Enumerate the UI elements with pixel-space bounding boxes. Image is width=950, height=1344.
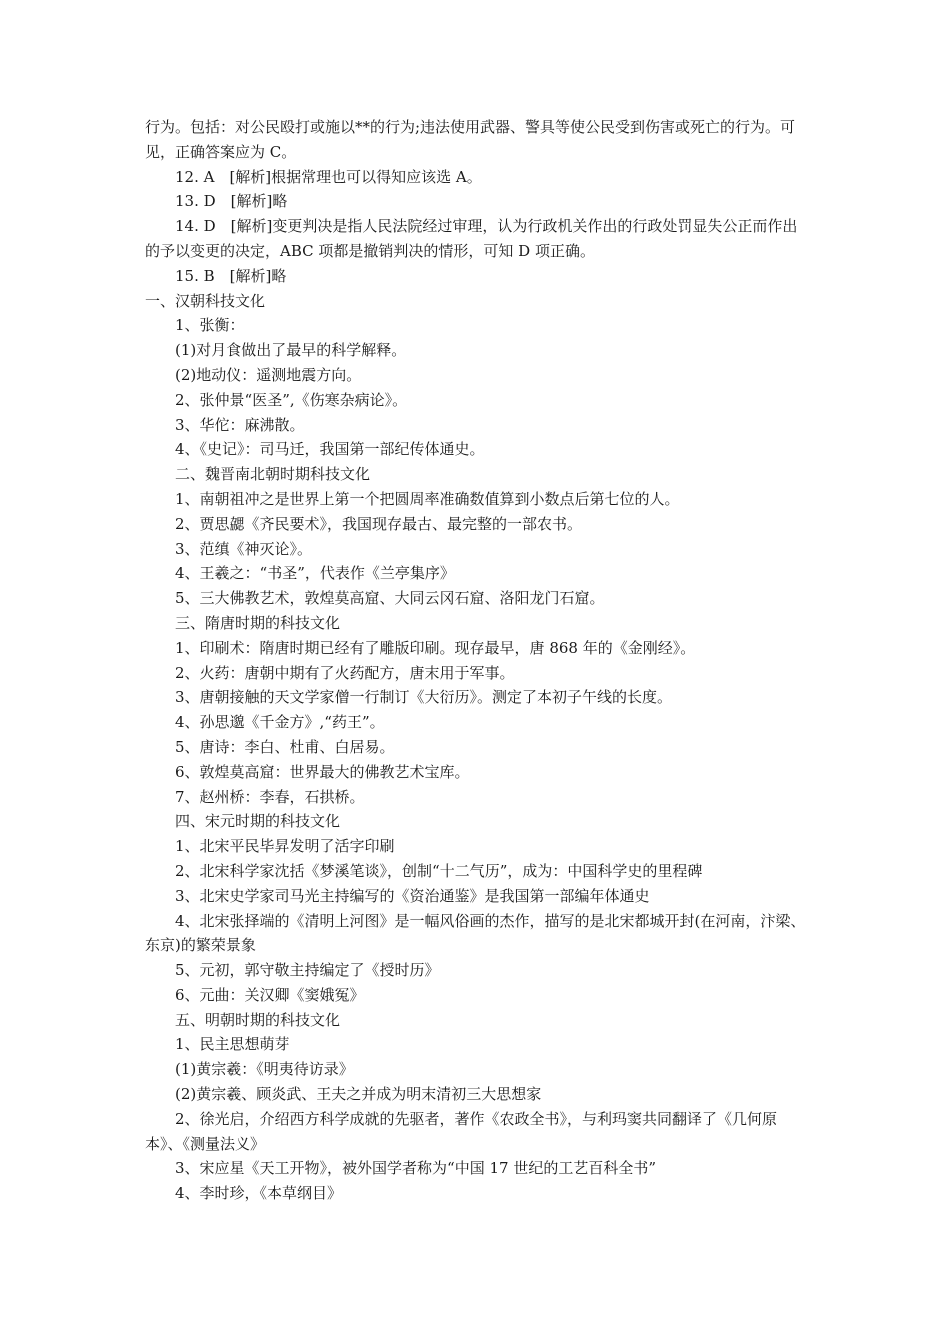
- paragraph-0: 行为。包括：对公民殴打或施以**的行为;违法使用武器、警具等使公民受到伤害或死亡的行为。可见，正确答案应为 C。: [145, 118, 796, 161]
- paragraph-11: 4、《史记》：司马迁，我国第一部纪传体通史。: [175, 440, 485, 459]
- paragraph-29: 3、北宋史学家司马光主持编写的《资治通鉴》是我国第一部编年体通史: [175, 886, 650, 905]
- paragraph-14: 2、贾思勰《齐民要术》，我国现存最古、最完整的一部农书。: [175, 514, 583, 533]
- paragraph-22: 4、孙思邈《千金方》,“药王”。: [175, 713, 385, 732]
- paragraph-21: 3、唐朝接触的天文学家僧一行制订《大衍历》。测定了本初子午线的长度。: [175, 688, 673, 707]
- paragraph-7: (1)对月食做出了最早的科学解释。: [175, 341, 407, 360]
- paragraph-3: 14. D [解析]变更判决是指人民法院经过审理，认为行政机关作出的行政处罚显失公正而作出的予以变更的决定，ABC 项都是撤销判决的情形，可知 D 项正确。: [145, 217, 798, 260]
- paragraph-18: 三、隋唐时期的科技文化: [175, 613, 341, 632]
- paragraph-1: 12. A [解析]根据常理也可以得知应该选 A。: [175, 167, 482, 186]
- paragraph-16: 4、王羲之：“书圣”，代表作《兰亭集序》: [175, 564, 455, 583]
- paragraph-8: (2)地动仪：遥测地震方向。: [175, 365, 362, 384]
- paragraph-27: 1、北宋平民毕昇发明了活字印刷: [175, 837, 395, 856]
- paragraph-24: 6、敦煌莫高窟：世界最大的佛教艺术宝库。: [175, 762, 470, 781]
- paragraph-35: (1)黄宗羲：《明夷待访录》: [175, 1060, 354, 1079]
- paragraph-17: 5、三大佛教艺术，敦煌莫高窟、大同云冈石窟、洛阳龙门石窟。: [175, 589, 605, 608]
- paragraph-32: 6、元曲：关汉卿《窦娥冤》: [175, 985, 365, 1004]
- paragraph-34: 1、民主思想萌芽: [175, 1035, 290, 1054]
- paragraph-38: 3、宋应星《天工开物》，被外国学者称为“中国 17 世纪的工艺百科全书”: [175, 1159, 657, 1178]
- paragraph-6: 1、张衡：: [175, 316, 245, 335]
- paragraph-30: 4、北宋张择端的《清明上河图》是一幅风俗画的杰作，描写的是北宋都城开封(在河南，汴梁、东京)的繁荣景象: [145, 911, 806, 955]
- paragraph-10: 3、华佗：麻沸散。: [175, 415, 305, 434]
- paragraph-28: 2、北宋科学家沈括《梦溪笔谈》，创制“十二气历”，成为：中国科学史的里程碑: [175, 861, 703, 880]
- paragraph-20: 2、火药：唐朝中期有了火药配方，唐末用于军事。: [175, 663, 515, 682]
- paragraph-4: 15. B [解析]略: [175, 266, 287, 285]
- paragraph-31: 5、元初，郭守敬主持编定了《授时历》: [175, 961, 440, 980]
- paragraph-5: 一、汉朝科技文化: [145, 291, 266, 310]
- paragraph-12: 二、魏晋南北朝时期科技文化: [175, 465, 371, 484]
- paragraph-15: 3、范缜《神灭论》。: [175, 539, 313, 558]
- paragraph-23: 5、唐诗：李白、杜甫、白居易。: [175, 737, 395, 756]
- paragraph-36: (2)黄宗羲、顾炎武、王夫之并成为明末清初三大思想家: [175, 1085, 542, 1104]
- document-body: [145, 115, 810, 1206]
- paragraph-9: 2、张仲景“医圣”,《伤寒杂病论》。: [175, 390, 408, 409]
- paragraph-25: 7、赵州桥：李春，石拱桥。: [175, 787, 365, 806]
- paragraph-33: 五、明朝时期的科技文化: [175, 1010, 341, 1029]
- paragraph-39: 4、李时珍，《本草纲目》: [175, 1184, 343, 1203]
- paragraph-26: 四、宋元时期的科技文化: [175, 812, 341, 831]
- paragraph-19: 1、印刷术：隋唐时期已经有了雕版印刷。现存最早，唐 868 年的《金刚经》。: [175, 638, 696, 657]
- paragraph-2: 13. D [解析]略: [175, 192, 288, 211]
- paragraph-37: 2、徐光启，介绍西方科学成就的先驱者，著作《农政全书》，与利玛窦共同翻译了《几何原本》、《测量法义》: [145, 1109, 778, 1153]
- paragraph-13: 1、南朝祖冲之是世界上第一个把圆周率准确数值算到小数点后第七位的人。: [175, 489, 680, 508]
